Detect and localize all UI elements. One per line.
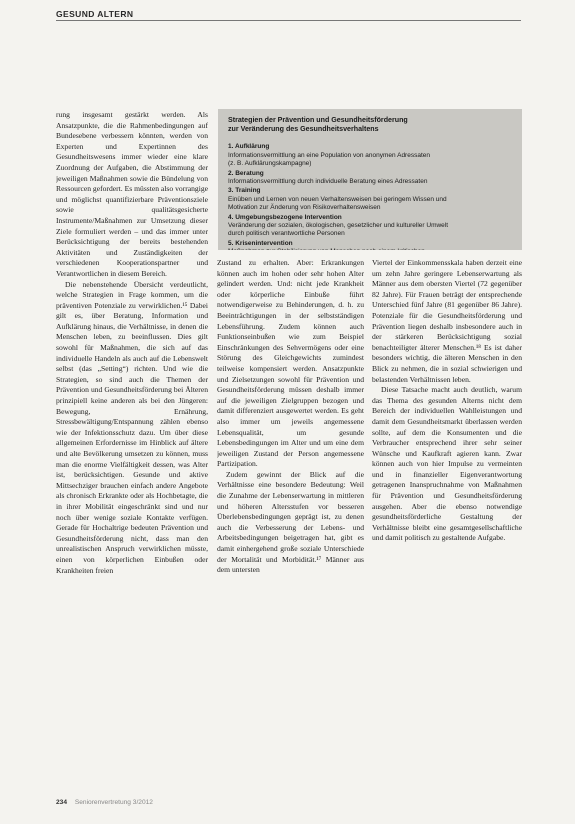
text-column-left <box>56 110 208 790</box>
paragraph: Die nebenstehende Übersicht verdeutlicht, welche Strategien in Frage kommen, um die präventiven Potenziale zu verwirklichen.¹⁵ Dabei gilt es, über Beratung, Information und Aufklärung hinaus, die Verhältnisse, in denen die Menschen leben, zu beeinflussen. Dies gilt sowohl für Maßnahmen, die sich auf das individuelle Handeln als auch auf die Lebenswelt selbst (das „Setting“) richten. Und wie die Strategien, so sind auch die Themen der Prävention und Gesundheitsförderung bei Älteren prinzipiell keine anderen als bei den Jüngeren: Bewegung, Ernährung, Stressbewältigung/Entspannung zählen ebenso wie der Infektionsschutz dazu. Um über diese allgemeinen Erfordernisse im Hinblick auf ältere und alte Bevölkerung umsetzen zu können, muss man die enorme Vielfältigkeit dessen, was Alter ist, berücksichtigen. Gesunde und aktive Mittsechziger brauchen einfach andere Angebote als chronisch Erkrankte oder als Hochbetagte, die in ihrer Mobilität eingeschränkt sind und nur noch über wenige soziale Kontakte verfügen. Gerade für Hochaltrige bedeuten Prävention und Gesundheitsförderung nicht, dass man den unrealistischen Anspruch verwirklichen müsste, einen von körperlichen Einbußen oder Krankheiten freien <box>56 279 208 575</box>
infobox-item-title: 5. Krisenintervention <box>228 239 293 247</box>
infobox-item <box>228 170 512 187</box>
infobox-title <box>228 116 512 134</box>
infobox-item-text: (z. B. Aufklärungskampagne) <box>228 160 312 168</box>
section-header: GESUND ALTERN <box>56 9 134 19</box>
text-column-right <box>372 258 522 780</box>
infobox-item-text: Veränderung der sozialen, ökologischen, gesetzlicher und kultureller Umwelt <box>228 222 449 230</box>
infobox-item <box>228 187 512 212</box>
strategies-infobox <box>218 109 522 250</box>
paragraph: Zustand zu erhalten. Aber: Erkrankungen können auch im hohen oder sehr hohen Alter gelindert werden. Und: nicht jede Krankheit oder körperliche Einbuße führt notwendigerweise zu Behinderungen, d. h. zu Beeinträchtigungen in der selbstständigen Lebensführung. Zudem können auch Funktionseinbußen wie zum Beispiel Einschränkungen des Sehvermögens oder eine Störung des Gleichgewichts zumindest teilweise kompensiert werden. Ansatzpunkte und Zielsetzungen sowohl für Prävention und Gesundheitsförderung müssen deshalb immer auf die jeweiligen Zielgruppen bezogen und damit differenziert ausgewertet werden. Es geht also immer um jeweils angemessene Lebensqualität, um gesunde Lebensbedingungen im Alter und um eine dem jeweiligen Zustand der Person angemessene Partizipation. <box>217 258 364 469</box>
infobox-item-text: Motivation zur Änderung von Risikoverhaltensweisen <box>228 204 381 212</box>
infobox-item-text: Einüben und Lernen von neuen Verhaltensweisen bei geringem Wissen und <box>228 195 447 203</box>
infobox-item-text <box>228 248 512 250</box>
infobox-item-text: Informationsvermittlung an eine Population von anonymen Adressaten <box>228 151 430 159</box>
infobox-item <box>228 143 512 168</box>
paragraph: Diese Tatsache macht auch deutlich, warum das Thema des gesunden Alterns nicht dem Bereich der individuellen Wahlleistungen und damit dem Gesundheitsmarkt überlassen werden sollte, auf dem die Konsumenten und die Verbraucher entsprechend ihrer sehr seiner Wünsche und Kaufkraft agieren kann. Zwar können auch von hier Impulse zu vermeinten und in finanzieller Eigenverantwortung getragenen Inanspruchnahme von Maßnahmen für Prävention und Gesundheitsförderung ausgehen. Aber die ebenso notwendige gesundheitsförderliche Gestaltung der Verhältnisse bleibt eine gesamtgesellschaftliche und damit politisch zu gestaltende Aufgabe. <box>372 385 522 543</box>
infobox-item <box>228 240 512 250</box>
infobox-item-title: 2. Beratung <box>228 169 264 177</box>
infobox-title-line: zur Veränderung des Gesundheitsverhaltens <box>228 125 379 134</box>
infobox-item-text: Informationsvermittlung durch individuelle Beratung eines Adressaten <box>228 178 428 186</box>
publication-source: Seniorenvertretung 3/2012 <box>74 799 153 806</box>
page-number: 234 <box>56 799 68 806</box>
infobox-item <box>228 214 512 239</box>
header-divider <box>56 20 521 21</box>
page-footer <box>56 799 153 806</box>
text-column-middle <box>217 258 364 780</box>
infobox-item-text: durch politisch verantwortliche Personen <box>228 230 345 238</box>
paragraph: Zudem gewinnt der Blick auf die Verhältnisse eine besondere Bedeutung: Weil die Zunahme der Lebenserwartung in mittleren und höheren Altersstufen vor besseren Überlebensbedingungen geprägt ist, zu denen auch die Verbesserung der Lebens- und Arbeitsbedingungen beigetragen hat, gibt es damit einhergehend große soziale Unterschiede der Mortalität und Morbidität.¹⁷ Männer aus dem untersten <box>217 469 364 575</box>
paragraph: Viertel der Einkommensskala haben derzeit eine um zehn Jahre geringere Lebenserwartung als Männer aus dem obersten Viertel (72 gegenüber 82 Jahre). Für Frauen beträgt der entsprechende Unterschied fünf Jahre (81 gegenüber 86 Jahre). Potenziale für die Gesundheitsförderung und Prävention liegen deshalb insbesondere auch in der stärkeren Berücksichtigung sozial benachteiligter älterer Menschen.¹⁸ Es ist daher besonders wichtig, die älteren Menschen in den Blick zu nehmen, die in sozial schwierigen und belastenden Verhältnissen leben. <box>372 258 522 384</box>
infobox-title-line: Strategien der Prävention und Gesundheitsförderung <box>228 116 408 124</box>
infobox-item-title: 3. Training <box>228 187 261 195</box>
paragraph: rung insgesamt gestärkt werden. Als Ansatzpunkte, die die Rahmenbedingungen auf Bundesebene verbessern könnten, werden von Experten und Expertinnen des Gesundheitswesens immer wieder eine klare Zuordnung der Aufgaben, die Abstimmung der jeweiligen Maßnahmen sowie die Bündelung von Ressourcen gefordert. Es müssten also vorrangige und möglichst quantifizierbare Präventionsziele sowie qualitätsgesicherte Instrumente/Maßnahmen zur Umsetzung dieser Ziele formuliert werden – und das immer unter Berücksichtigung der bereits bestehenden Aktivitäten und Zuständigkeiten der verschiedenen Kooperationspartner und Verantwortlichen in diesem Bereich. <box>56 110 208 278</box>
infobox-item-title: 4. Umgebungsbezogene Intervention <box>228 213 342 221</box>
infobox-item-title: 1. Aufklärung <box>228 143 270 151</box>
